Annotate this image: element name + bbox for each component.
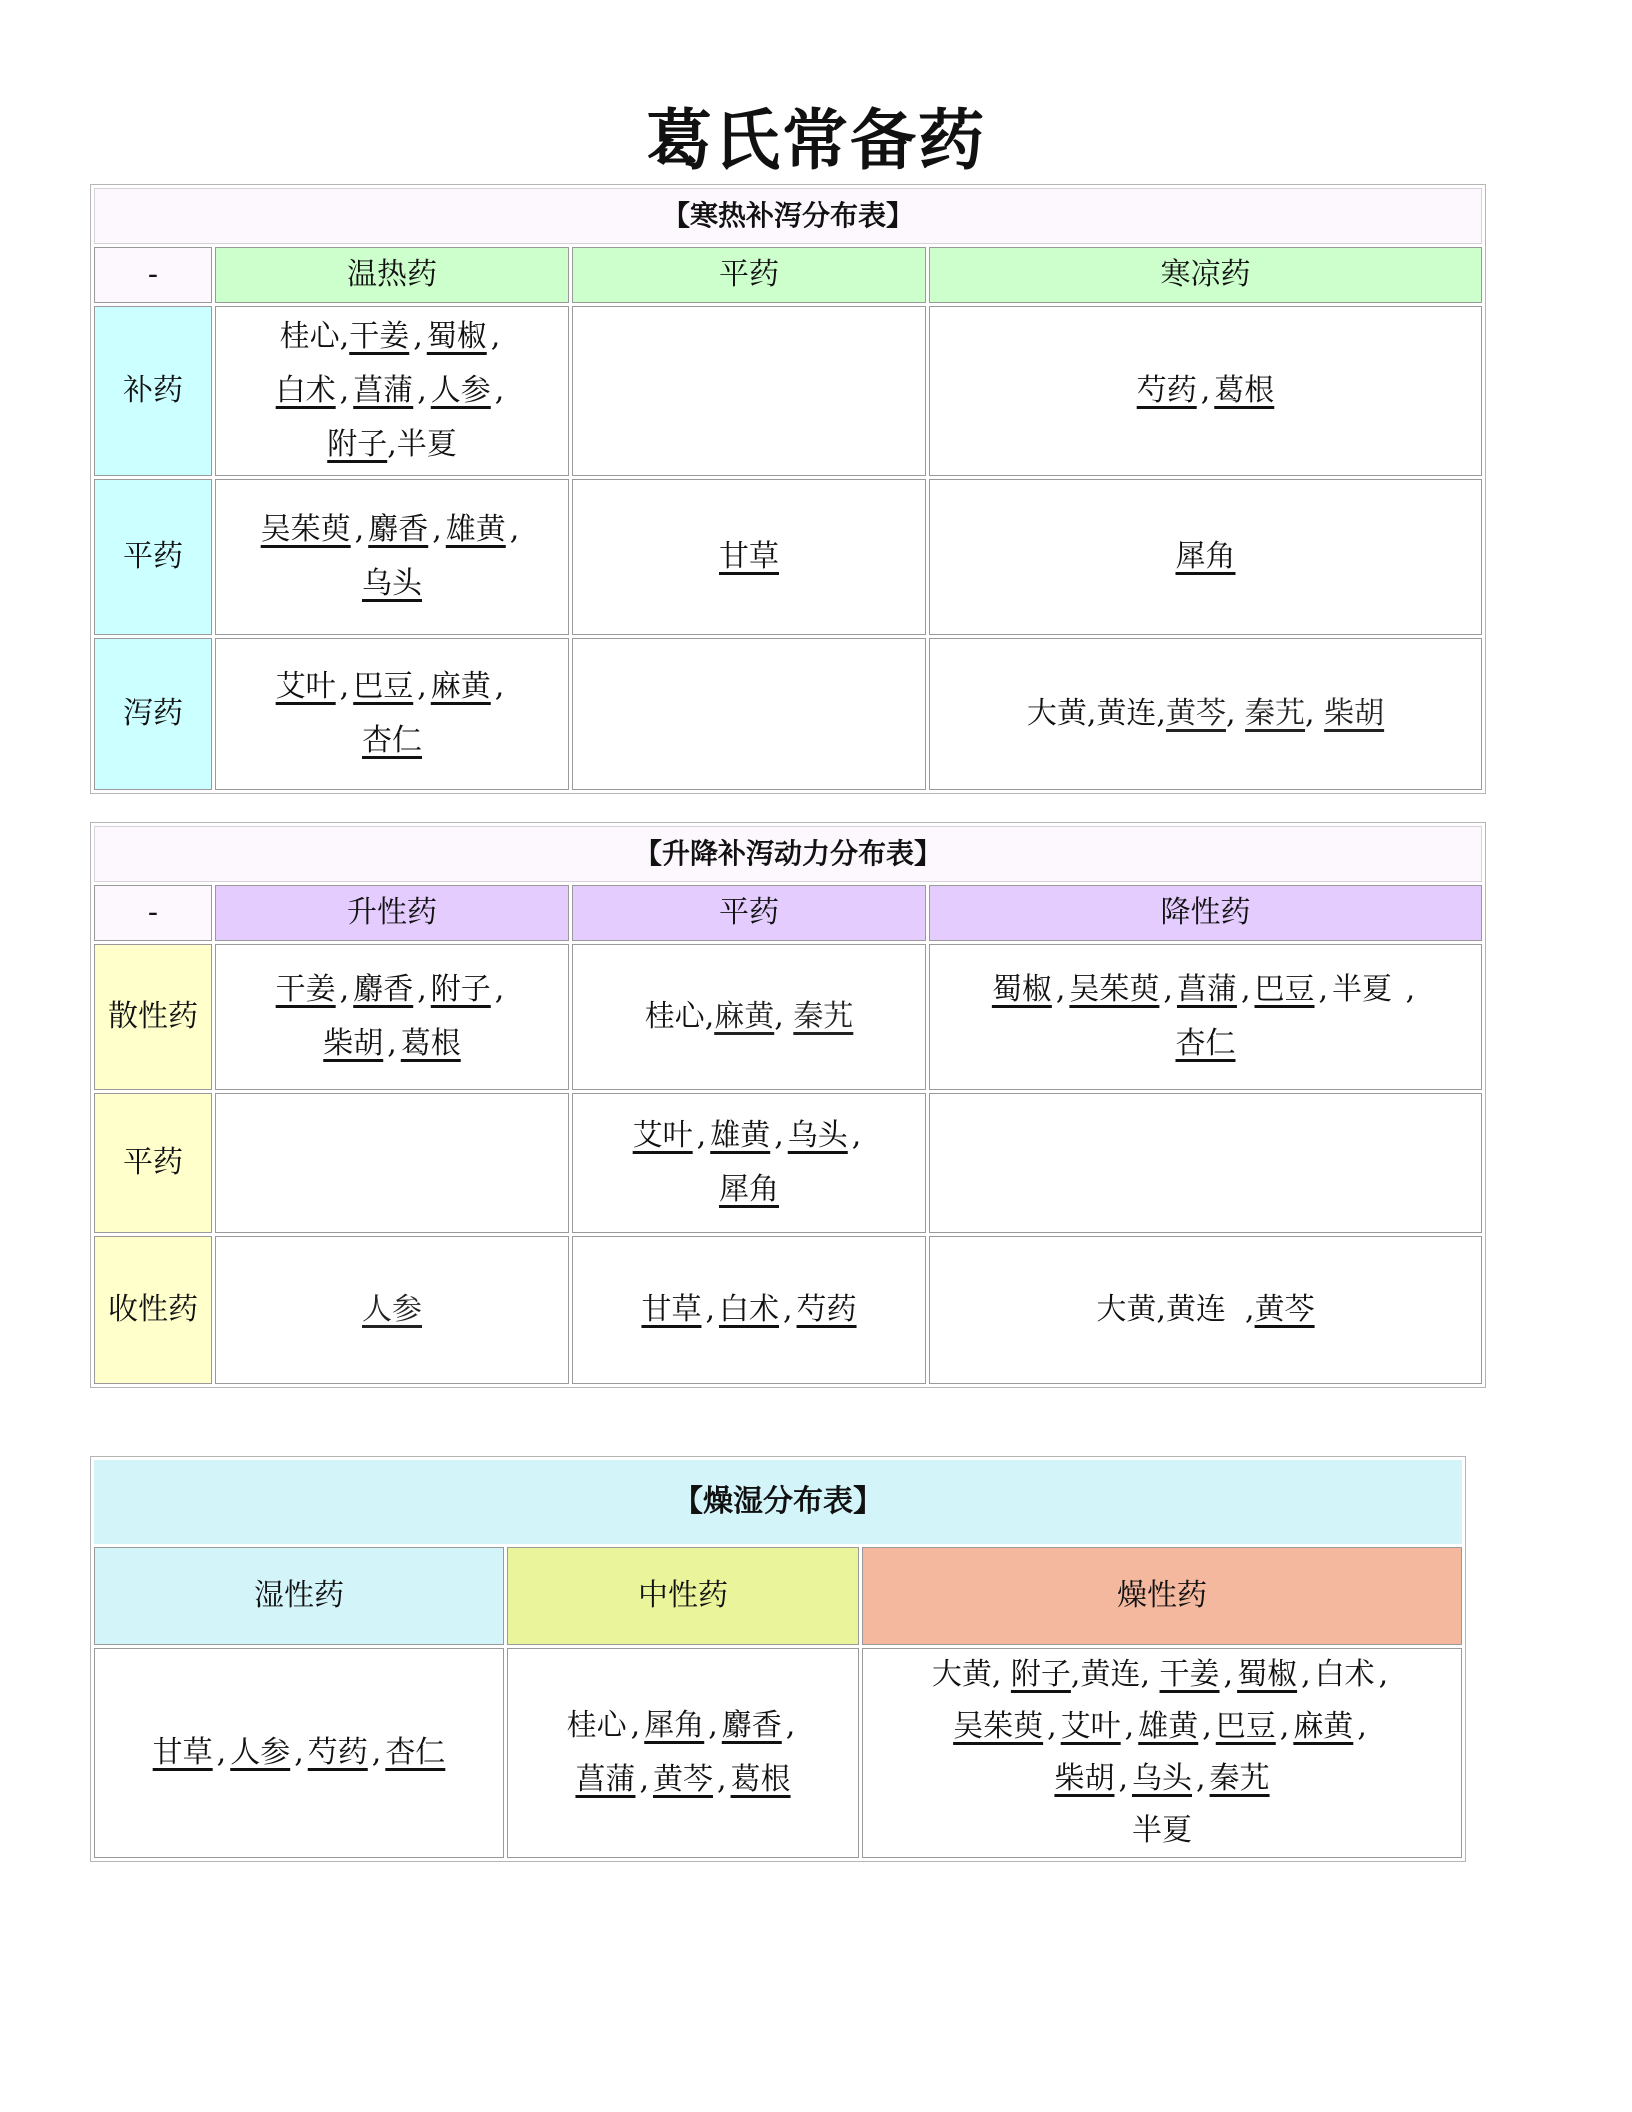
row-header: 收性药 [94,1236,212,1384]
herb: 葛根 [730,1762,791,1797]
herb: 芍药 [796,1292,857,1327]
ascend-descend-table [90,822,1486,1388]
herb: 吴茱萸 [260,512,351,547]
herb: 白术 [719,1292,779,1327]
herb: 黄芩 [1165,696,1226,731]
table-caption: 【寒热补泻分布表】 [94,188,1482,244]
herb: 麻黄 [1293,1709,1354,1744]
herb-cell: 芍药 , 葛根 [929,306,1482,476]
herb-cell: 桂心 , 犀角 , 麝香 , 菖蒲 , 黄芩 , 葛根 [507,1648,859,1858]
herb: 麻黄 [430,669,491,704]
empty-cell [572,638,926,790]
herb: 柴胡 [1324,696,1385,731]
herb-cell [572,479,926,635]
herb: 黄连 [1165,1292,1226,1327]
herb-cell: 大黄,黄连 ,黄芩 [929,1236,1482,1384]
herb-cell: 桂心,麻黄, 秦艽 [572,944,926,1090]
dry-wet-table [90,1456,1466,1862]
herb: 雄黄 [710,1118,771,1153]
herb-cell: 吴茱萸 , 麝香 , 雄黄 , 乌头 [215,479,569,635]
herb: 菖蒲 [575,1762,636,1797]
empty-cell [929,1093,1482,1233]
herb: 麝香 [368,512,429,547]
corner-cell: - [94,247,212,303]
herb: 艾叶 [632,1118,693,1153]
herb: 菖蒲 [1176,972,1237,1007]
herb-cell: 大黄, 附子,黄连, 干姜 , 蜀椒 , 白术 , 吴茱萸 , 艾叶 , 雄黄 , 巴豆 , 麻黄 , 柴胡 , 乌头 , 秦艽 半夏 [862,1648,1462,1858]
herb: 杏仁 [362,723,422,758]
herb: 附子 [430,972,491,1007]
herb: 蜀椒 [426,319,487,354]
herb: 秦艽 [1245,696,1306,731]
herb: 雄黄 [445,512,506,547]
herb: 杏仁 [1175,1026,1236,1061]
column-header: 降性药 [929,885,1482,941]
cold-heat-table [90,184,1486,794]
herb: 秦艽 [793,999,854,1034]
herb: 干姜 [349,319,410,354]
herb: 黄连 [1080,1657,1141,1692]
herb: 桂心 [279,319,340,354]
row-header: 散性药 [94,944,212,1090]
corner-cell: - [94,885,212,941]
herb: 秦艽 [1209,1761,1270,1796]
column-header: 温热药 [215,247,569,303]
herb: 甘草 [152,1735,213,1770]
herb: 黄芩 [1254,1292,1315,1327]
herb-cell: 干姜 , 麝香 , 附子 , 柴胡 , 葛根 [215,944,569,1090]
herb: 半夏 [1332,972,1393,1007]
herb-cell: 甘草 , 人参 , 芍药 , 杏仁 [94,1648,504,1858]
herb: 桂心 [644,999,705,1034]
herb: 麝香 [721,1708,782,1743]
herb: 黄芩 [653,1762,713,1797]
herb: 芍药 [307,1735,368,1770]
empty-cell [572,306,926,476]
herb: 人参 [230,1735,291,1770]
herb: 柴胡 [1054,1761,1115,1796]
herb: 白术 [1314,1657,1375,1692]
herb: 犀角 [644,1708,705,1743]
herb-cell: 艾叶 , 巴豆 , 麻黄 , 杏仁 [215,638,569,790]
herb: 巴豆 [1254,972,1315,1007]
herb-cell [215,1236,569,1384]
column-header: 升性药 [215,885,569,941]
herb: 干姜 [275,972,336,1007]
herb: 黄连 [1096,696,1157,731]
herb: 附子 [327,427,388,462]
column-header: 寒凉药 [929,247,1482,303]
herb-cell: 艾叶 , 雄黄 , 乌头 , 犀角 [572,1093,926,1233]
herb: 柴胡 [323,1026,384,1061]
herb: 杏仁 [385,1735,446,1770]
herb: 半夏 [396,427,457,462]
herb: 巴豆 [353,669,414,704]
table-caption: 【燥湿分布表】 [94,1460,1462,1544]
herb: 甘草 [719,539,779,574]
herb: 吴茱萸 [953,1709,1044,1744]
page-title: 葛氏常备药 [646,101,986,179]
herb: 大黄 [931,1657,992,1692]
herb: 麻黄 [714,999,775,1034]
herb: 葛根 [400,1026,461,1061]
herb: 人参 [430,373,491,408]
empty-cell [215,1093,569,1233]
column-header: 中性药 [507,1547,859,1645]
herb: 雄黄 [1138,1709,1199,1744]
herb: 吴茱萸 [1069,972,1160,1007]
herb: 菖蒲 [353,373,414,408]
herb: 犀角 [1175,539,1236,574]
herb-cell: 大黄,黄连,黄芩, 秦艽, 柴胡 [929,638,1482,790]
column-header: 燥性药 [862,1547,1462,1645]
herb: 犀角 [719,1172,779,1207]
herb-cell: 甘草 , 白术 , 芍药 [572,1236,926,1384]
column-header: 平药 [572,247,926,303]
herb: 干姜 [1159,1657,1220,1692]
herb: 大黄 [1096,1292,1157,1327]
herb: 桂心 [566,1708,627,1743]
herb: 乌头 [787,1118,848,1153]
row-header: 补药 [94,306,212,476]
herb-cell [929,479,1482,635]
column-header: 湿性药 [94,1547,504,1645]
herb: 蜀椒 [991,972,1052,1007]
herb: 麝香 [353,972,414,1007]
herb: 葛根 [1214,373,1275,408]
herb: 白术 [275,373,336,408]
herb: 乌头 [362,566,422,601]
herb: 甘草 [641,1292,702,1327]
herb: 大黄 [1026,696,1087,731]
herb: 芍药 [1136,373,1197,408]
herb: 巴豆 [1215,1709,1276,1744]
herb-cell: 桂心,干姜 , 蜀椒 , 白术 , 菖蒲 , 人参 , 附子,半夏 [215,306,569,476]
herb: 附子 [1010,1657,1071,1692]
table-caption: 【升降补泻动力分布表】 [94,826,1482,882]
herb: 人参 [362,1292,422,1327]
herb: 半夏 [1132,1813,1192,1848]
row-header: 平药 [94,479,212,635]
row-header: 平药 [94,1093,212,1233]
herb: 艾叶 [1060,1709,1121,1744]
herb: 乌头 [1132,1761,1192,1796]
herb: 蜀椒 [1237,1657,1298,1692]
herb-cell: 蜀椒 , 吴茱萸 , 菖蒲 , 巴豆 , 半夏 , 杏仁 [929,944,1482,1090]
column-header: 平药 [572,885,926,941]
herb: 艾叶 [275,669,336,704]
row-header: 泻药 [94,638,212,790]
